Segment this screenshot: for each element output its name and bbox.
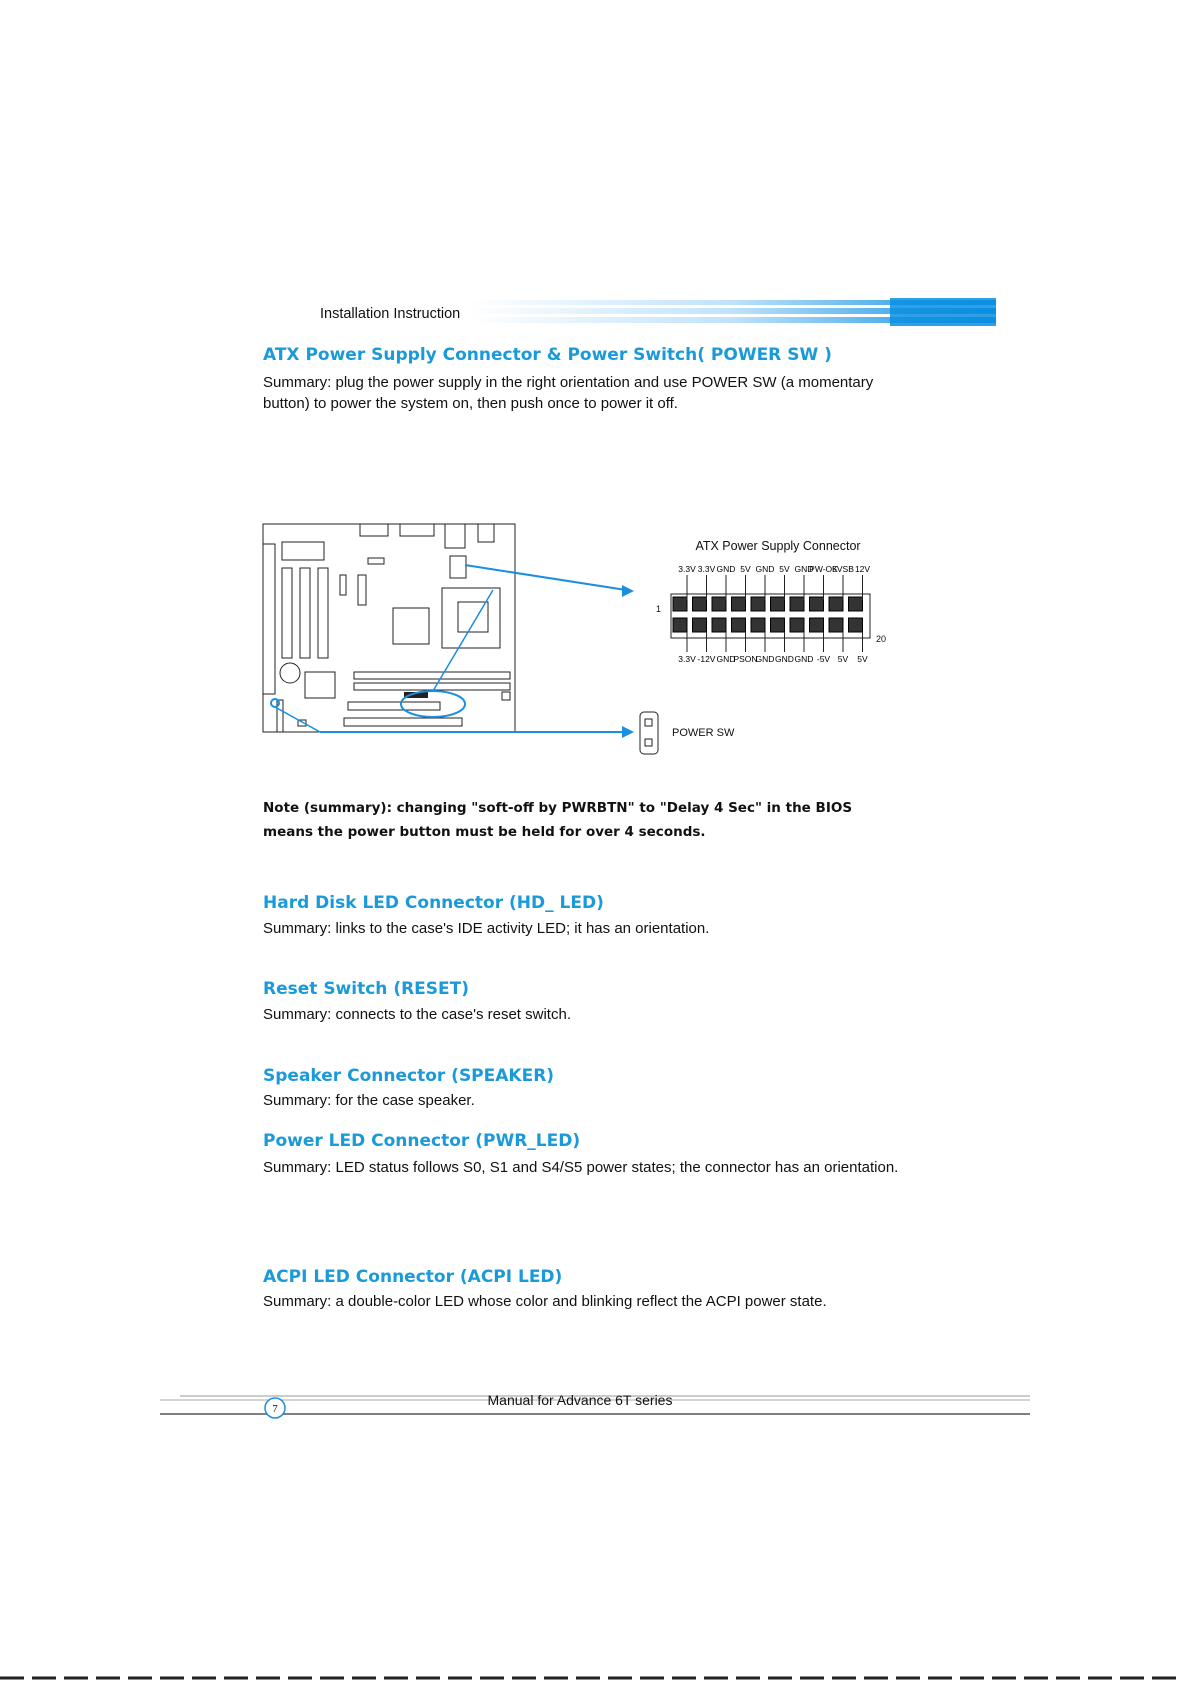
power-switch-header [640, 712, 658, 754]
pin-top [849, 597, 863, 611]
pin-label-top: 5VSB [832, 564, 854, 574]
section-body-power-led: Summary: LED status follows S0, S1 and S4/S5 power states; the connector has an orientation. [263, 1159, 899, 1176]
pin-label-bottom: PSON [733, 654, 758, 664]
pin-label-bottom: 5V [857, 654, 868, 664]
pin-bottom [829, 618, 843, 632]
section-body-acpi-led: Summary: a double-color LED whose color and blinking reflect the ACPI power state. [263, 1293, 827, 1310]
section-body-atx: Summary: plug the power supply in the right orientation and use POWER SW (a momentary button) to power the system on, then push once to power it off. [263, 374, 874, 412]
pin-1-label: 1 [656, 604, 662, 614]
pin-label-bottom: GND [755, 654, 775, 664]
pin-top [673, 597, 687, 611]
pin-label-top: GND [755, 564, 775, 574]
power-switch-label: POWER SW [672, 727, 735, 739]
pin-label-top: 5V [740, 564, 751, 574]
pin-label-bottom: GND [775, 654, 794, 664]
section-title-hdd-led: Hard Disk LED Connector (HD_ LED) [263, 893, 604, 913]
pin-bottom [673, 618, 687, 632]
manual-title: Manual for Advance 6T series [487, 1392, 673, 1408]
pin-label-top: GND [794, 564, 814, 574]
pin-top [732, 597, 746, 611]
pin-bottom [810, 618, 824, 632]
pin-label-top: 3.3V [697, 564, 716, 574]
section-body-reset: Summary: connects to the case's reset switch. [263, 1006, 571, 1023]
bottom-border [0, 1674, 1180, 1682]
pin-label-bottom: 5V [837, 654, 849, 664]
pin-top [712, 597, 726, 611]
section-body-hdd-led: Summary: links to the case's IDE activity LED; it has an orientation. [263, 920, 710, 937]
pin-label-bottom: -12V [697, 654, 716, 664]
pin-top [693, 597, 707, 611]
pin-label-top: 5V [779, 564, 790, 574]
header-stripes [470, 298, 996, 328]
section-title-acpi-led: ACPI LED Connector (ACPI LED) [263, 1267, 563, 1287]
pin-top [771, 597, 785, 611]
page-footer [160, 1392, 1030, 1432]
connector-title: ATX Power Supply Connector [695, 539, 861, 553]
pin-label-bottom: -5V [816, 654, 831, 664]
section-title-reset: Reset Switch (RESET) [263, 979, 470, 999]
pin-label-top: GND [716, 564, 736, 574]
atx-power-diagram [260, 520, 920, 760]
bios-note: Note (summary): changing "soft-off by PWRBTN" to "Delay 4 Sec" in the BIOS means the power button must be held for over 4 seconds. [263, 800, 853, 840]
pin-bottom [693, 618, 707, 632]
section-body-speaker: Summary: for the case speaker. [263, 1092, 475, 1109]
section-title-atx: ATX Power Supply Connector & Power Switch( POWER SW ) [263, 345, 832, 365]
pin-label-top: PW-OK [809, 564, 838, 574]
running-header: Installation Instruction [320, 306, 461, 322]
pin-top [751, 597, 765, 611]
pin-20-label: 20 [876, 634, 887, 644]
pin-top [790, 597, 804, 611]
section-title-speaker: Speaker Connector (SPEAKER) [263, 1066, 555, 1086]
section-title-power-led: Power LED Connector (PWR_LED) [263, 1131, 581, 1151]
pin-label-bottom: GND [716, 654, 736, 664]
pin-label-bottom: GND [794, 654, 814, 664]
pin-label-top: 12V [854, 564, 871, 574]
pin-top [829, 597, 843, 611]
pin-bottom [849, 618, 863, 632]
pin-top [810, 597, 824, 611]
pin-bottom [790, 618, 804, 632]
pin-label-top: 3.3V [678, 564, 696, 574]
pin-bottom [771, 618, 785, 632]
pin-bottom [712, 618, 726, 632]
pin-bottom [751, 618, 765, 632]
pin-bottom [732, 618, 746, 632]
pin-label-bottom: 3.3V [678, 654, 696, 664]
page-number: 7 [272, 1403, 278, 1415]
